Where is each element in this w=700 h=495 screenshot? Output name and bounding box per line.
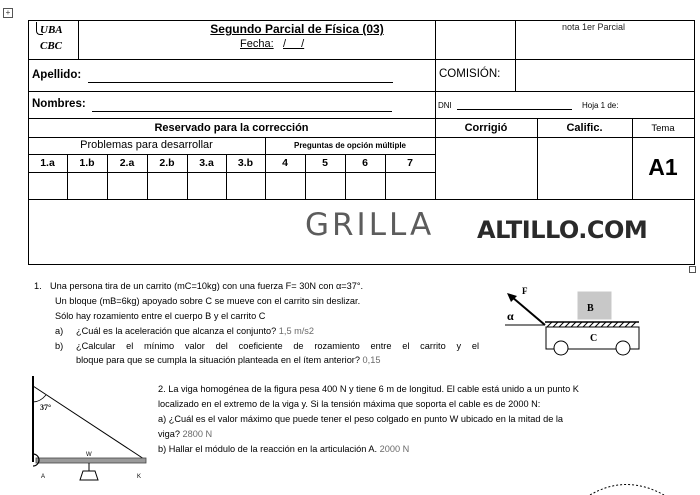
problem1-b-text2 [76,353,380,367]
calific-label: Calific. [566,122,603,134]
beam-a-label: A [41,474,46,480]
logo-line-1: UBA [40,24,63,36]
column-header-3b: 3.b [237,157,254,169]
cart-wheel-right [616,341,630,355]
problem1-a-text [76,324,314,338]
multiple-choice-label: Preguntas de opción múltiple [293,141,406,150]
problem2-line1: 2. La viga homogénea de la figura pesa 400 N y tiene 6 m de longitud. El cable está unido a un punto K [158,384,579,394]
angle-alpha-label: α [507,309,514,323]
cable [33,386,144,459]
problem1-line3: Sólo hay rozamiento entre el cuerpo B y el carrito C [55,311,266,321]
column-header-2b: 2.b [159,157,175,169]
cart-c-label: C [590,333,598,344]
comision-label: COMISIÓN: [439,68,501,80]
nombres-field[interactable] [92,111,392,112]
problem1-line1: Una persona tira de un carrito (mC=10kg) con una fuerza F= 30N con α=37°. [50,281,364,291]
problem1-number: 1. [34,281,42,291]
column-header-3a: 3.a [199,157,214,169]
problem1-b-text1: ¿Calcular el mínimo valor del coeficiente de rozamiento entre el carrito y el [76,341,479,351]
force-label: F [522,286,528,296]
block-b [578,292,611,319]
fecha-value[interactable]: / / [283,38,305,50]
problem2-a-text2 [158,427,212,441]
cart-wheel-left [554,341,568,355]
column-header-5: 5 [322,157,328,169]
move-handle-icon[interactable]: + [3,8,13,18]
problems-label: Problemas para desarrollar [80,139,213,151]
column-header-2a: 2.a [119,157,135,169]
problem2-b-question: b) Hallar el módulo de la reacción en la articulación A. [158,444,378,454]
apellido-field[interactable] [88,82,393,83]
column-header-6: 6 [362,157,368,169]
column-header-1a: 1.a [40,157,55,169]
problem1-b-label: b) [55,341,64,351]
altillo-logo: ALTILLO.COM [477,216,648,244]
uba-logo-mark-icon [36,22,43,35]
problem2-b-answer: 2000 N [379,444,410,454]
grilla-watermark: GRILLA [305,207,435,243]
hanging-weight [80,471,98,480]
beam-angle-label: 37° [40,403,52,412]
beam-k-label: K [137,474,142,480]
force-arrow [512,297,545,325]
uba-logo-text [40,24,63,36]
hoja-label: Hoja 1 de: [582,101,619,110]
reserved-label: Reservado para la corrección [154,122,309,134]
dni-field[interactable] [457,109,572,110]
problem1-b-answer: 0,15 [362,355,381,365]
dashed-arc-decoration [588,478,668,495]
tema-value: A1 [648,154,678,180]
problem2-a-answer: 2800 N [182,429,213,439]
problem2-b-text [158,442,409,456]
problem2-a-question: viga? [158,429,180,439]
problem2-a-text1: a) ¿Cuál es el valor máximo que puede tener el peso colgado en punto W ubicado en la mitad de la [158,414,564,424]
logo-line-2: CBC [40,40,63,52]
problem1-a-question: ¿Cuál es la aceleración que alcanza el conjunto? [76,326,277,336]
nota-label: nota 1er Parcial [562,22,626,32]
angle-arc [33,395,46,402]
problem1-line2: Un bloque (mB=6kg) apoyado sobre C se mueve con el carrito sin deslizar. [55,296,361,306]
problem1-a-label: a) [55,326,64,336]
exam-title: Segundo Parcial de Física (03) [210,22,384,36]
corrigio-label: Corrigió [464,122,508,134]
beam-w-label: W [86,452,92,458]
dni-label: DNI [438,101,452,110]
fecha-label: Fecha: [240,38,274,50]
beam [36,458,146,463]
column-header-1b: 1.b [79,157,95,169]
problem1-a-answer: 1,5 m/s2 [278,326,315,336]
block-b-label: B [587,303,594,314]
apellido-label: Apellido: [32,69,82,81]
problem1-b-question: bloque para que se cumpla la situación planteada en el ítem anterior? [76,355,360,365]
beam-diagram [28,374,153,486]
nombres-label: Nombres: [32,98,86,110]
problem2-line2: localizado en el extremo de la viga y. Si la tensión máxima que soporta el cable es de 2000 N: [158,399,541,409]
column-header-4: 4 [282,157,288,169]
resize-handle[interactable] [689,266,696,273]
column-header-7: 7 [407,157,413,169]
tema-label: Tema [651,123,675,134]
